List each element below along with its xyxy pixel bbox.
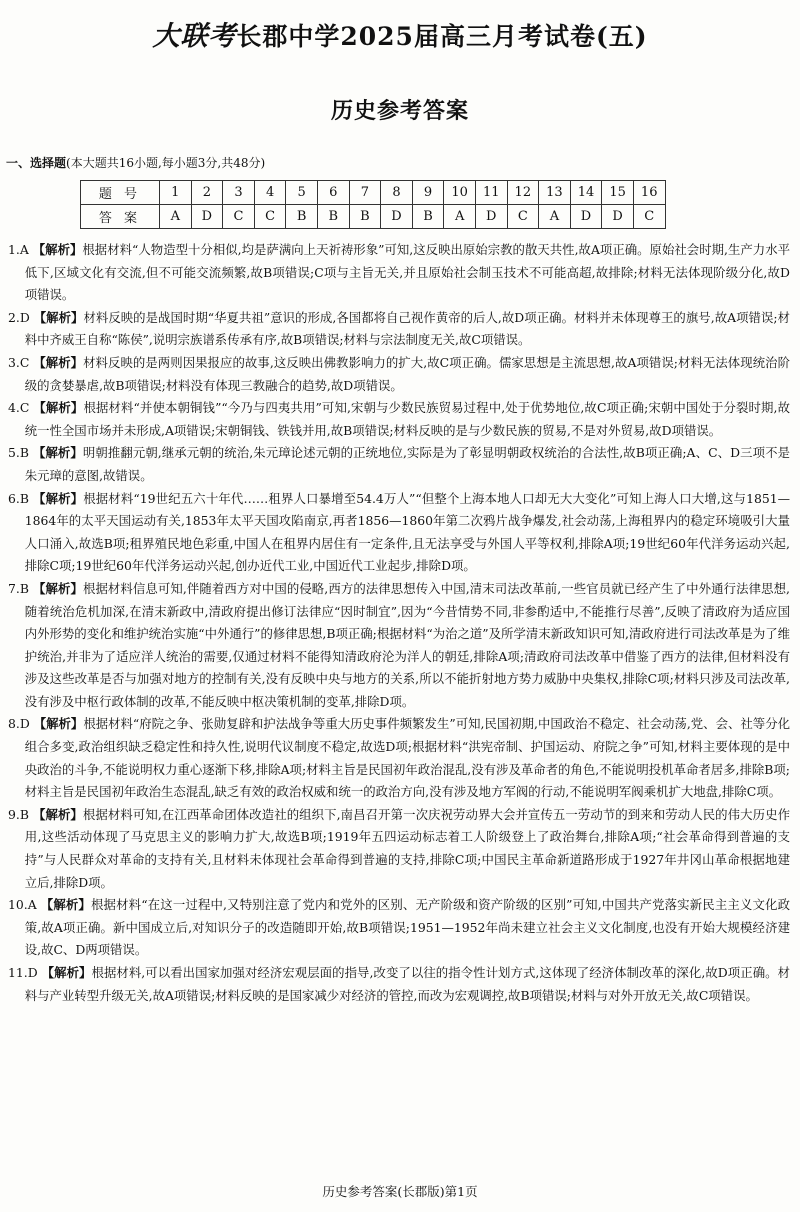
item-number: 8.D [8, 716, 30, 732]
question-number-cell: 5 [286, 181, 318, 205]
explanation-item [8, 488, 790, 578]
explanation-list [8, 239, 790, 1007]
item-number: 10.A [8, 897, 37, 913]
item-number: 9.B [8, 806, 29, 822]
answer-cell: A [539, 205, 571, 229]
item-text: 根据材料“并使本朝铜钱”“今乃与四夷共用”可知,宋朝与少数民族贸易过程中,处于优势地位,故C项正确;宋朝中国处于分裂时期,故统一性全国市场并未形成,A项错误;宋朝铜钱、铁钱并用,故B项错误;材料反映的是与少数民族的贸易,不是对外贸易,故D项错误。 [24, 400, 790, 438]
question-number-cell: 8 [381, 181, 413, 205]
item-text: 根据材料“人物造型十分相似,均是萨满向上天祈祷形象”可知,这反映出原始宗教的散天共性,故A项正确。原始社会时期,生产力水平低下,区域文化有交流,但不可能交流频繁,故B项错误;C项与主旨无关,并且原始社会制玉技术不可能高超,故排除;材料无法体现阶级分化,故D项错误。 [24, 242, 790, 303]
explanation-item [8, 713, 790, 803]
question-number-cell: 6 [317, 181, 349, 205]
analysis-tag: 【解析】 [32, 806, 83, 822]
exam-title: 长郡中学2025届高三月考试卷(五) [236, 22, 648, 51]
item-text: 根据材料信息可知,伴随着西方对中国的侵略,西方的法律思想传入中国,清末司法改革前,一些官员就已经产生了中外通行法律思想,随着统治危机加深,在清末新政中,清政府提出修订法律应“因时制宜”,因为“今昔情势不同,非参酌适中,不能推行尽善”,反映了清政府为适应国内外形势的变化和维护统治实施“中外通行”的修律思想,B项正确;根据材料“为治之道”及所学清末新政知识可知,清政府进行司法改革是为了维护统治,并非为了适应洋人统治的需要,仅通过材料不能得知清政府沦为洋人的朝廷,排除A项;清政府司法改革中借鉴了西方的法律,但材料没有涉及这些改革是否与加强对地方的控制有关,没有反映中央与地方的关系,所以不能折射地方势力威胁中央集权,排除C项;材料只涉及司法改革,没有涉及中枢行政体制的改革,不能反映中枢决策机制的变革,排除D项。 [24, 580, 790, 709]
question-number-cell: 16 [633, 181, 665, 205]
answer-cell: B [412, 205, 444, 229]
analysis-tag: 【解析】 [41, 965, 92, 980]
answer-cell: B [286, 205, 318, 229]
question-number-cell: 15 [602, 181, 634, 205]
answer-cell: B [349, 205, 381, 229]
explanation-item [8, 578, 790, 714]
item-number: 7.B [8, 580, 29, 596]
item-text: 根据材料“在这一过程中,又特别注意了党内和党外的区别、无产阶级和资产阶级的区别”可知,中国共产党落实新民主主义文化政策,故A项正确。新中国成立后,对知识分子的改造随即开始,故B项错误;1951—1952年尚未建立社会主义文化制度,也没有开始大规模经济建设,故C、D两项错误。 [24, 897, 790, 958]
analysis-tag: 【解析】 [33, 400, 84, 416]
question-number-cell: 12 [507, 181, 539, 205]
analysis-tag: 【解析】 [32, 445, 83, 461]
explanation-item [8, 804, 790, 894]
answer-table-number-row [81, 181, 666, 205]
item-text: 根据材料可知,在江西革命团体改造社的组织下,南昌召开第一次庆祝劳动界大会并宣传五一劳动节的到来和劳动人民的伟大历史作用,这些活动体现了马克思主义的影响力扩大,故选B项;1919年五四运动标志着工人阶级登上了政治舞台,排除A项;“社会革命得到普遍的支持”与人民群众对革命的支持有关,且材料未体现社会革命得到普遍的支持,排除C项;中国民主革命新道路形成于1927年井冈山革命根据地建立后,排除D项。 [24, 806, 790, 890]
item-number: 3.C [8, 354, 30, 370]
section-heading [6, 154, 800, 174]
item-number: 6.B [8, 490, 29, 506]
item-number: 4.C [8, 400, 30, 416]
answer-cell: C [507, 205, 539, 229]
page-header [0, 14, 800, 54]
answer-cell: B [317, 205, 349, 229]
analysis-tag: 【解析】 [40, 897, 91, 913]
item-text: 根据材料,可以看出国家加强对经济宏观层面的指导,改变了以往的指令性计划方式,这体现了经济体制改革的深化,故D项正确。材料与产业转型升级无关,故A项错误;材料反映的是国家减少对经济的管控,而改为宏观调控,故B项错误;材料与对外开放无关,故C项错误。 [24, 965, 790, 1003]
explanation-item [8, 239, 790, 307]
section-note: (本大题共16小题,每小题3分,共48分) [66, 156, 266, 170]
answer-cell: C [254, 205, 286, 229]
answer-row-label: 答 案 [81, 205, 160, 229]
answer-cell: D [602, 205, 634, 229]
brand-logo: 大联考 [152, 21, 237, 52]
analysis-tag: 【解析】 [33, 309, 84, 325]
analysis-tag: 【解析】 [33, 354, 84, 370]
explanation-item [8, 894, 790, 962]
answer-cell: D [475, 205, 507, 229]
question-number-cell: 11 [475, 181, 507, 205]
item-number: 2.D [8, 309, 30, 325]
explanation-item [8, 962, 790, 1007]
explanation-item [8, 307, 790, 352]
item-text: 材料反映的是战国时期“华夏共祖”意识的形成,各国都将自己视作黄帝的后人,故D项正确。材料并未体现尊王的旗号,故A项错误;材料中齐威王自称“陈侯”,说明宗族谱系传承有序,故B项错误;材料与宗法制度无关,故C项错误。 [24, 309, 790, 348]
item-text: 根据材料“19世纪五六十年代……租界人口暴增至54.4万人”“但整个上海本地人口却无大大变化”可知上海人口大增,这与1851—1864年的太平天国运动有关,1853年太平天国攻陷南京,再者1856—1860年第二次鸦片战争爆发,社会动荡,上海租界内的稳定环境吸引大量人口涌入,故选B项;租界殖民地色彩重,中国人在租界内居住有一定条件,且无法享受与外国人平等权利,排除A项;19世纪60年代洋务运动兴起,排除C项;19世纪60年代洋务运动兴起,创办近代工业,中国近代工业起步,排除D项。 [24, 490, 790, 574]
question-number-cell: 14 [570, 181, 602, 205]
item-number: 11.D [8, 965, 38, 980]
analysis-tag: 【解析】 [33, 716, 84, 732]
question-number-cell: 4 [254, 181, 286, 205]
answer-table [80, 180, 666, 229]
item-text: 材料反映的是两则因果报应的故事,这反映出佛教影响力的扩大,故C项正确。儒家思想是主流思想,故A项错误;材料无法体现统治阶级的贪婪暴虐,故B项错误;材料没有体现三教融合的趋势,故D项错误。 [24, 354, 790, 393]
explanation-item [8, 442, 790, 487]
explanation-item [8, 352, 790, 397]
answer-cell: A [444, 205, 476, 229]
number-row-label: 题 号 [81, 181, 160, 205]
section-title: 一、选择题 [6, 156, 67, 170]
item-number: 5.B [8, 445, 29, 461]
item-number: 1.A [8, 242, 29, 257]
answer-table-answer-row [81, 205, 666, 229]
question-number-cell: 3 [223, 181, 255, 205]
explanation-item [8, 397, 790, 442]
analysis-tag: 【解析】 [32, 242, 83, 257]
item-text: 根据材料“府院之争、张勋复辟和护法战争等重大历史事件频繁发生”可知,民国初期,中国政治不稳定、社会动荡,党、会、社等分化组合多变,政治组织缺乏稳定性和持久性,说明代议制度不稳定,故选D项;根据材料“洪宪帝制、护国运动、府院之争”可知,材料主要体现的是中央政治的斗争,不能说明权力重心逐渐下移,排除A项;材料主旨是民国初年政治混乱,没有涉及革命者的角色,不能说明投机革命者居多,排除B项;材料主旨是民国初年政治生态混乱,缺乏有效的政治权威和统一的政治方向,没有涉及地方军阀的行动,不能说明军阀乘机扩大地盘,排除C项。 [24, 716, 790, 800]
question-number-cell: 10 [444, 181, 476, 205]
answer-cell: A [160, 205, 192, 229]
item-text: 明朝推翻元朝,继承元朝的统治,朱元璋论述元朝的正统地位,实际是为了彰显明朝政权统治的合法性,故B项正确;A、C、D三项不是朱元璋的意图,故错误。 [24, 445, 790, 483]
analysis-tag: 【解析】 [33, 490, 84, 506]
question-number-cell: 7 [349, 181, 381, 205]
answer-cell: C [633, 205, 665, 229]
page-footer: 历史参考答案(长郡版)第1页 [322, 1184, 478, 1199]
answer-cell: D [381, 205, 413, 229]
analysis-tag: 【解析】 [32, 580, 83, 596]
question-number-cell: 13 [539, 181, 571, 205]
answer-cell: D [570, 205, 602, 229]
answer-cell: D [191, 205, 223, 229]
question-number-cell: 2 [191, 181, 223, 205]
answer-cell: C [223, 205, 255, 229]
question-number-cell: 1 [160, 181, 192, 205]
question-number-cell: 9 [412, 181, 444, 205]
page-subtitle: 历史参考答案 [330, 98, 469, 124]
